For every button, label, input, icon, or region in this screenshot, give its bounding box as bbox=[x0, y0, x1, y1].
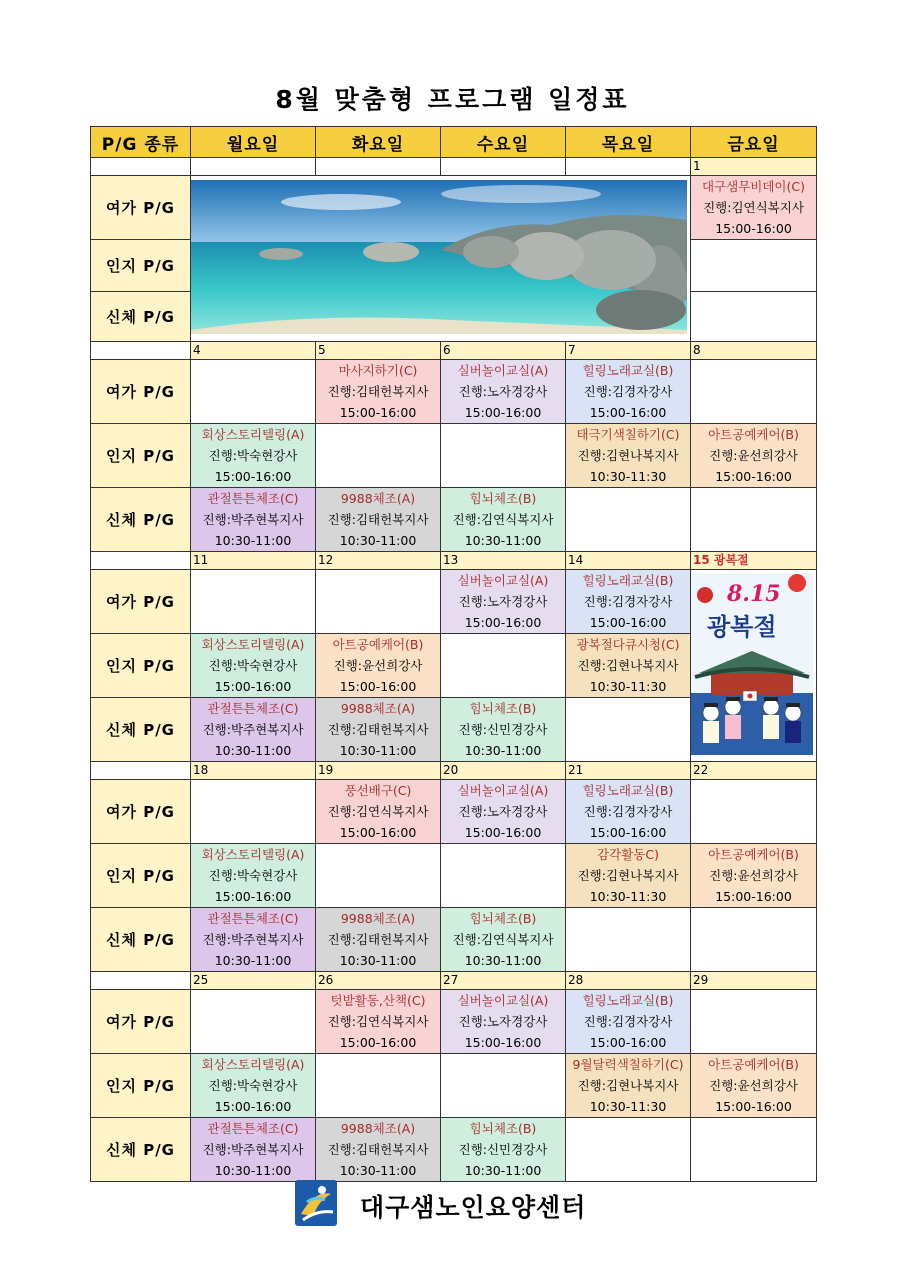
holiday-date-mark: 8.15 bbox=[727, 580, 781, 607]
cognitive-row bbox=[91, 844, 817, 908]
date-cell: 12 bbox=[316, 552, 441, 570]
activity-title: 9988체조(A) bbox=[340, 701, 416, 716]
date-cell: 21 bbox=[566, 762, 691, 780]
activity-cell bbox=[691, 176, 817, 240]
empty-cell bbox=[691, 780, 817, 844]
activity-lead: 진행:노자경강사 bbox=[458, 804, 548, 819]
date-cell: 6 bbox=[441, 342, 566, 360]
date-cell bbox=[91, 342, 191, 360]
activity-lead: 진행:노자경강사 bbox=[458, 384, 548, 399]
activity-cell bbox=[441, 990, 566, 1054]
row-label: 인지 P/G bbox=[91, 844, 191, 908]
date-cell: 19 bbox=[316, 762, 441, 780]
empty-cell bbox=[441, 1054, 566, 1118]
activity-cell bbox=[441, 908, 566, 972]
activity-time: 15:00-16:00 bbox=[464, 825, 542, 840]
empty-cell bbox=[691, 1118, 817, 1182]
activity-title: 9988체조(A) bbox=[340, 911, 416, 926]
activity-title: 풍선배구(C) bbox=[344, 783, 412, 798]
activity-time: 15:00-16:00 bbox=[464, 405, 542, 420]
cognitive-row bbox=[91, 1054, 817, 1118]
activity-time: 15:00-16:00 bbox=[214, 469, 292, 484]
activity-title: 9월달력색칠하기(C) bbox=[572, 1057, 684, 1072]
activity-lead: 진행:김현나복지사 bbox=[577, 448, 679, 463]
row-label: 신체 P/G bbox=[91, 908, 191, 972]
activity-title: 관절튼튼체조(C) bbox=[207, 1121, 299, 1136]
activity-cell bbox=[316, 360, 441, 424]
activity-cell bbox=[441, 698, 566, 762]
activity-lead: 진행:박주현복지사 bbox=[202, 932, 304, 947]
activity-cell bbox=[191, 488, 316, 552]
activity-cell bbox=[441, 1118, 566, 1182]
activity-time: 15:00-16:00 bbox=[214, 1099, 292, 1114]
physical-row bbox=[91, 908, 817, 972]
activity-lead: 진행:김연식복지사 bbox=[327, 804, 429, 819]
row-label: 여가 P/G bbox=[91, 570, 191, 634]
activity-time: 15:00-16:00 bbox=[339, 405, 417, 420]
activity-time: 10:30-11:00 bbox=[464, 1163, 542, 1178]
activity-cell bbox=[316, 1118, 441, 1182]
activity-title: 힐링노래교실(B) bbox=[582, 363, 674, 378]
activity-cell bbox=[566, 634, 691, 698]
empty-cell bbox=[191, 780, 316, 844]
date-cell: 22 bbox=[691, 762, 817, 780]
activity-lead: 진행:김태헌복지사 bbox=[327, 722, 429, 737]
activity-title: 힘뇌체조(B) bbox=[469, 491, 537, 506]
date-cell: 8 bbox=[691, 342, 817, 360]
date-cell bbox=[91, 972, 191, 990]
row-label: 인지 P/G bbox=[91, 240, 191, 292]
activity-time: 15:00-16:00 bbox=[589, 1035, 667, 1050]
activity-time: 15:00-16:00 bbox=[464, 1035, 542, 1050]
activity-title: 회상스토리텔링(A) bbox=[201, 637, 305, 652]
header-row bbox=[91, 127, 817, 158]
activity-time: 15:00-16:00 bbox=[589, 615, 667, 630]
empty-cell bbox=[691, 292, 817, 342]
activity-lead: 진행:김태헌복지사 bbox=[327, 384, 429, 399]
activity-time: 15:00-16:00 bbox=[589, 405, 667, 420]
activity-cell bbox=[691, 844, 817, 908]
activity-title: 회상스토리텔링(A) bbox=[201, 847, 305, 862]
date-cell: 29 bbox=[691, 972, 817, 990]
holiday-name-mark: 광복절 bbox=[707, 612, 777, 641]
activity-cell bbox=[441, 780, 566, 844]
liberation-day-illustration bbox=[691, 573, 813, 755]
activity-time: 15:00-16:00 bbox=[715, 469, 792, 484]
date-row bbox=[91, 972, 817, 990]
leisure-row bbox=[91, 570, 817, 634]
date-cell: 7 bbox=[566, 342, 691, 360]
activity-time: 10:30-11:00 bbox=[339, 953, 417, 968]
header-cell: 금요일 bbox=[691, 127, 817, 158]
activity-cell bbox=[191, 908, 316, 972]
activity-lead: 진행:김경자강사 bbox=[583, 594, 673, 609]
date-cell: 13 bbox=[441, 552, 566, 570]
activity-time: 15:00-16:00 bbox=[339, 679, 417, 694]
empty-cell bbox=[316, 844, 441, 908]
activity-time: 10:30-11:00 bbox=[214, 533, 292, 548]
schedule-table bbox=[90, 126, 817, 1182]
activity-cell bbox=[566, 844, 691, 908]
activity-title: 실버놀이교실(A) bbox=[457, 993, 549, 1008]
activity-cell bbox=[566, 1054, 691, 1118]
date-cell bbox=[91, 552, 191, 570]
activity-title: 아트공예케어(B) bbox=[708, 427, 799, 442]
organization-name: 대구샘노인요양센터 bbox=[360, 1193, 587, 1222]
activity-time: 10:30-11:30 bbox=[589, 1099, 667, 1114]
activity-lead: 진행:김현나복지사 bbox=[577, 658, 679, 673]
cognitive-row bbox=[91, 424, 817, 488]
date-cell: 11 bbox=[191, 552, 316, 570]
activity-cell bbox=[316, 908, 441, 972]
date-cell: 4 bbox=[191, 342, 316, 360]
activity-title: 아트공예케어(B) bbox=[708, 1057, 799, 1072]
activity-cell bbox=[566, 780, 691, 844]
empty-cell bbox=[191, 360, 316, 424]
activity-cell bbox=[191, 844, 316, 908]
activity-lead: 진행:박숙현강사 bbox=[208, 658, 298, 673]
date-cell bbox=[441, 158, 566, 176]
activity-lead: 진행:윤선희강사 bbox=[709, 1078, 798, 1093]
activity-title: 회상스토리텔링(A) bbox=[201, 1057, 305, 1072]
activity-lead: 진행:박주현복지사 bbox=[202, 722, 304, 737]
activity-time: 10:30-11:00 bbox=[214, 953, 292, 968]
activity-title: 회상스토리텔링(A) bbox=[201, 427, 305, 442]
empty-cell bbox=[316, 424, 441, 488]
activity-title: 관절튼튼체조(C) bbox=[207, 491, 299, 506]
activity-time: 10:30-11:00 bbox=[214, 743, 292, 758]
row-label: 여가 P/G bbox=[91, 990, 191, 1054]
activity-cell bbox=[441, 570, 566, 634]
date-cell bbox=[566, 158, 691, 176]
activity-lead: 진행:노자경강사 bbox=[458, 1014, 548, 1029]
empty-cell bbox=[566, 488, 691, 552]
activity-cell bbox=[691, 424, 817, 488]
activity-time: 10:30-11:30 bbox=[589, 469, 667, 484]
date-cell: 26 bbox=[316, 972, 441, 990]
activity-time: 10:30-11:00 bbox=[464, 743, 542, 758]
activity-cell bbox=[566, 990, 691, 1054]
header-cell: 수요일 bbox=[441, 127, 566, 158]
date-row bbox=[91, 342, 817, 360]
activity-time: 15:00-16:00 bbox=[715, 221, 792, 236]
activity-title: 9988체조(A) bbox=[340, 491, 416, 506]
activity-title: 감각활동C) bbox=[597, 847, 659, 862]
activity-title: 마사지하기(C) bbox=[338, 363, 418, 378]
activity-lead: 진행:김연식복지사 bbox=[703, 200, 804, 215]
activity-time: 15:00-16:00 bbox=[214, 889, 292, 904]
physical-row bbox=[91, 1118, 817, 1182]
activity-title: 관절튼튼체조(C) bbox=[207, 701, 299, 716]
activity-lead: 진행:김연식복지사 bbox=[327, 1014, 429, 1029]
activity-time: 10:30-11:00 bbox=[339, 743, 417, 758]
date-cell: 27 bbox=[441, 972, 566, 990]
leisure-row bbox=[91, 176, 817, 240]
activity-title: 대구샘무비데이(C) bbox=[701, 179, 805, 194]
empty-cell bbox=[316, 1054, 441, 1118]
activity-time: 10:30-11:00 bbox=[339, 533, 417, 548]
empty-cell bbox=[691, 908, 817, 972]
date-row bbox=[91, 158, 817, 176]
activity-time: 10:30-11:30 bbox=[589, 679, 667, 694]
activity-lead: 진행:박숙현강사 bbox=[208, 1078, 298, 1093]
activity-lead: 진행:김현나복지사 bbox=[577, 1078, 679, 1093]
activity-title: 힘뇌체조(B) bbox=[469, 701, 537, 716]
activity-cell bbox=[566, 360, 691, 424]
activity-cell bbox=[316, 634, 441, 698]
footer bbox=[0, 1180, 905, 1228]
empty-cell bbox=[191, 570, 316, 634]
empty-cell bbox=[191, 990, 316, 1054]
header-cell: 화요일 bbox=[316, 127, 441, 158]
row-label: 여가 P/G bbox=[91, 360, 191, 424]
activity-lead: 진행:박숙현강사 bbox=[208, 868, 298, 883]
activity-lead: 진행:신민경강사 bbox=[458, 1142, 548, 1157]
date-row bbox=[91, 552, 817, 570]
activity-title: 관절튼튼체조(C) bbox=[207, 911, 299, 926]
activity-cell bbox=[316, 990, 441, 1054]
activity-cell bbox=[566, 570, 691, 634]
activity-lead: 진행:윤선희강사 bbox=[333, 658, 423, 673]
beach-photo-image bbox=[191, 180, 687, 334]
activity-title: 힘뇌체조(B) bbox=[469, 1121, 537, 1136]
date-cell: 25 bbox=[191, 972, 316, 990]
date-cell: 5 bbox=[316, 342, 441, 360]
empty-cell bbox=[566, 698, 691, 762]
date-cell bbox=[316, 158, 441, 176]
activity-lead: 진행:박주현복지사 bbox=[202, 1142, 304, 1157]
row-label: 인지 P/G bbox=[91, 424, 191, 488]
activity-lead: 진행:박주현복지사 bbox=[202, 512, 304, 527]
activity-lead: 진행:김현나복지사 bbox=[577, 868, 679, 883]
date-cell: 18 bbox=[191, 762, 316, 780]
activity-lead: 진행:김경자강사 bbox=[583, 804, 673, 819]
row-label: 신체 P/G bbox=[91, 488, 191, 552]
date-cell: 15 광복절 bbox=[691, 552, 817, 570]
row-label: 신체 P/G bbox=[91, 698, 191, 762]
activity-time: 10:30-11:30 bbox=[589, 889, 667, 904]
activity-lead: 진행:김태헌복지사 bbox=[327, 932, 429, 947]
empty-cell bbox=[566, 1118, 691, 1182]
activity-time: 10:30-11:00 bbox=[464, 953, 542, 968]
activity-title: 텃밭활동,산책(C) bbox=[330, 993, 426, 1008]
activity-time: 15:00-16:00 bbox=[339, 825, 417, 840]
date-cell: 28 bbox=[566, 972, 691, 990]
activity-title: 힐링노래교실(B) bbox=[582, 783, 674, 798]
row-label: 인지 P/G bbox=[91, 1054, 191, 1118]
empty-cell bbox=[441, 844, 566, 908]
physical-row bbox=[91, 488, 817, 552]
empty-cell bbox=[441, 424, 566, 488]
empty-cell bbox=[691, 360, 817, 424]
activity-cell bbox=[566, 424, 691, 488]
activity-cell bbox=[441, 488, 566, 552]
row-label: 신체 P/G bbox=[91, 1118, 191, 1182]
header-cell: 목요일 bbox=[566, 127, 691, 158]
row-label: 여가 P/G bbox=[91, 780, 191, 844]
leisure-row bbox=[91, 780, 817, 844]
row-label: 여가 P/G bbox=[91, 176, 191, 240]
beach-photo bbox=[191, 176, 691, 342]
activity-title: 아트공예케어(B) bbox=[708, 847, 799, 862]
activity-cell bbox=[441, 360, 566, 424]
activity-lead: 진행:김태헌복지사 bbox=[327, 1142, 429, 1157]
empty-cell bbox=[441, 634, 566, 698]
activity-title: 실버놀이교실(A) bbox=[457, 573, 549, 588]
row-label: 인지 P/G bbox=[91, 634, 191, 698]
activity-lead: 진행:김연식복지사 bbox=[452, 512, 554, 527]
empty-cell bbox=[566, 908, 691, 972]
date-cell bbox=[191, 158, 316, 176]
header-cell: P/G 종류 bbox=[91, 127, 191, 158]
activity-title: 태극기색칠하기(C) bbox=[576, 427, 680, 442]
row-label: 신체 P/G bbox=[91, 292, 191, 342]
date-cell: 1 bbox=[691, 158, 817, 176]
activity-lead: 진행:김태헌복지사 bbox=[327, 512, 429, 527]
activity-time: 15:00-16:00 bbox=[589, 825, 667, 840]
activity-lead: 진행:윤선희강사 bbox=[709, 448, 798, 463]
activity-title: 힐링노래교실(B) bbox=[582, 993, 674, 1008]
activity-title: 힐링노래교실(B) bbox=[582, 573, 674, 588]
activity-cell bbox=[191, 1054, 316, 1118]
empty-cell bbox=[691, 990, 817, 1054]
activity-title: 아트공예케어(B) bbox=[332, 637, 424, 652]
activity-lead: 진행:김연식복지사 bbox=[452, 932, 554, 947]
activity-cell bbox=[191, 634, 316, 698]
activity-time: 10:30-11:00 bbox=[214, 1163, 292, 1178]
activity-cell bbox=[191, 698, 316, 762]
activity-cell bbox=[191, 424, 316, 488]
activity-lead: 진행:김경자강사 bbox=[583, 1014, 673, 1029]
empty-cell bbox=[691, 240, 817, 292]
liberation-day-image bbox=[691, 570, 817, 762]
activity-lead: 진행:노자경강사 bbox=[458, 594, 548, 609]
empty-cell bbox=[316, 570, 441, 634]
activity-lead: 진행:신민경강사 bbox=[458, 722, 548, 737]
activity-cell bbox=[316, 780, 441, 844]
activity-title: 9988체조(A) bbox=[340, 1121, 416, 1136]
activity-title: 실버놀이교실(A) bbox=[457, 783, 549, 798]
activity-time: 10:30-11:00 bbox=[339, 1163, 417, 1178]
activity-lead: 진행:김경자강사 bbox=[583, 384, 673, 399]
activity-title: 광복절다큐시청(C) bbox=[576, 637, 680, 652]
activity-cell bbox=[316, 488, 441, 552]
activity-time: 15:00-16:00 bbox=[464, 615, 542, 630]
activity-title: 힘뇌체조(B) bbox=[469, 911, 537, 926]
page-title: 8월 맞춤형 프로그램 일정표 bbox=[275, 85, 630, 114]
activity-cell bbox=[191, 1118, 316, 1182]
date-cell bbox=[91, 762, 191, 780]
activity-time: 10:30-11:00 bbox=[464, 533, 542, 548]
date-cell: 20 bbox=[441, 762, 566, 780]
activity-lead: 진행:윤선희강사 bbox=[709, 868, 798, 883]
activity-time: 15:00-16:00 bbox=[715, 889, 792, 904]
date-cell bbox=[91, 158, 191, 176]
header-cell: 월요일 bbox=[191, 127, 316, 158]
activity-time: 15:00-16:00 bbox=[339, 1035, 417, 1050]
activity-cell bbox=[691, 1054, 817, 1118]
activity-cell bbox=[316, 698, 441, 762]
activity-time: 15:00-16:00 bbox=[715, 1099, 792, 1114]
leisure-row bbox=[91, 360, 817, 424]
empty-cell bbox=[691, 488, 817, 552]
activity-lead: 진행:박숙현강사 bbox=[208, 448, 298, 463]
activity-title: 실버놀이교실(A) bbox=[457, 363, 549, 378]
leisure-row bbox=[91, 990, 817, 1054]
date-row bbox=[91, 762, 817, 780]
person-swirl-logo-icon bbox=[295, 1180, 337, 1226]
activity-time: 15:00-16:00 bbox=[214, 679, 292, 694]
date-cell: 14 bbox=[566, 552, 691, 570]
